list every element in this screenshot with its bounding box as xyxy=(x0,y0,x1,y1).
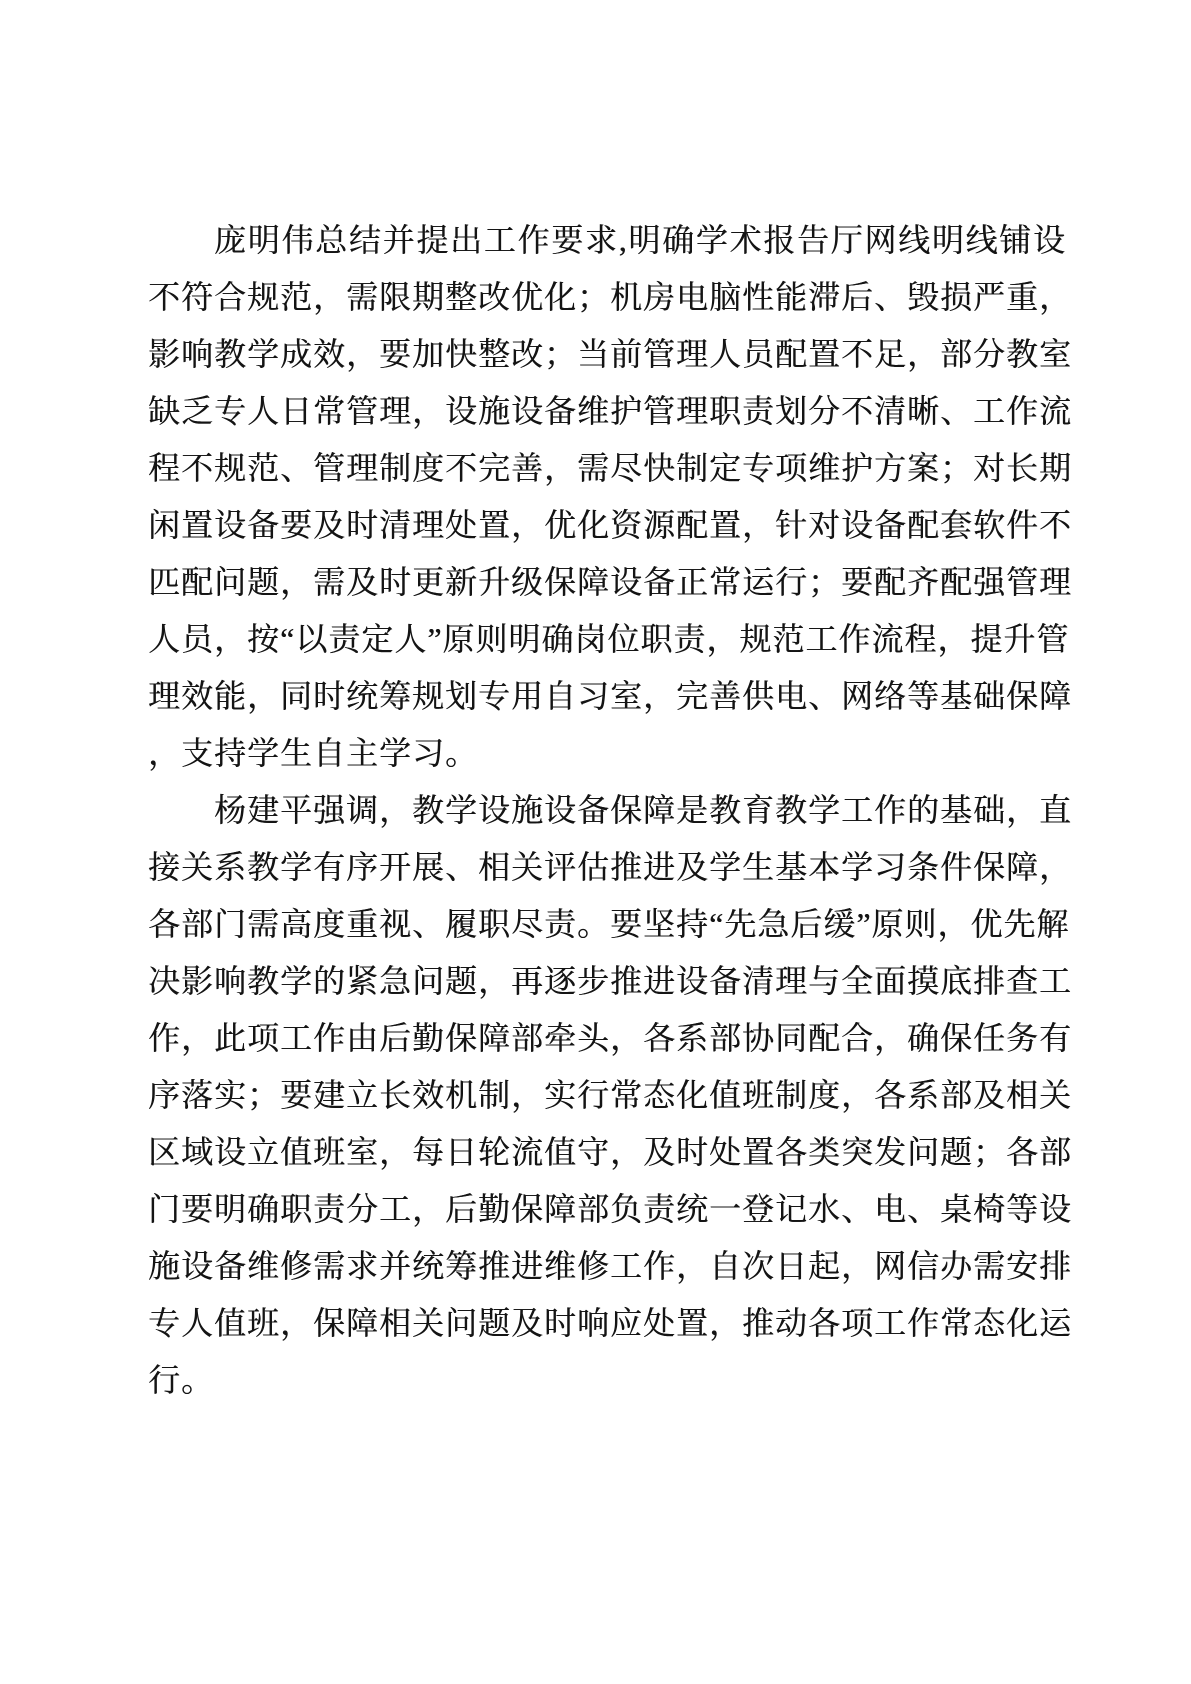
text-line: 行。 xyxy=(148,1362,215,1398)
text-line: 施设备维修需求并统筹推进维修工作，自次日起，网信办需安排 xyxy=(148,1248,1073,1284)
text-line: 接关系教学有序开展、相关评估推进及学生基本学习条件保障， xyxy=(148,849,1073,885)
text-line: 庞明伟总结并提出工作要求,明确学术报告厅网线明线铺设 xyxy=(214,222,1066,258)
text-line: 理效能，同时统筹规划专用自习室，完善供电、网络等基础保障 xyxy=(148,678,1073,714)
text-line: 不符合规范，需限期整改优化；机房电脑性能滞后、毁损严重， xyxy=(148,279,1073,315)
text-line: 专人值班，保障相关问题及时响应处置，推动各项工作常态化运 xyxy=(148,1305,1073,1341)
text-line: ，支持学生自主学习。 xyxy=(148,735,479,771)
text-line: 作，此项工作由后勤保障部牵头，各系部协同配合，确保任务有 xyxy=(148,1020,1073,1056)
text-line: 各部门需高度重视、履职尽责。要坚持“先急后缓”原则，优先解 xyxy=(148,906,1070,942)
text-line: 决影响教学的紧急问题，再逐步推进设备清理与全面摸底排查工 xyxy=(148,963,1073,999)
text-line: 匹配问题，需及时更新升级保障设备正常运行；要配齐配强管理 xyxy=(148,564,1073,600)
text-line: 程不规范、管理制度不完善，需尽快制定专项维护方案；对长期 xyxy=(148,450,1073,486)
text-line: 杨建平强调，教学设施设备保障是教育教学工作的基础，直 xyxy=(214,792,1073,828)
paragraph-1 xyxy=(148,212,1073,782)
text-line: 门要明确职责分工，后勤保障部负责统一登记水、电、桌椅等设 xyxy=(148,1191,1073,1227)
paragraph-2 xyxy=(148,782,1073,1409)
text-line: 缺乏专人日常管理，设施设备维护管理职责划分不清晰、工作流 xyxy=(148,393,1073,429)
text-line: 影响教学成效，要加快整改；当前管理人员配置不足，部分教室 xyxy=(148,336,1073,372)
text-line: 人员，按“以责定人”原则明确岗位职责，规范工作流程，提升管 xyxy=(148,621,1070,657)
text-line: 区域设立值班室，每日轮流值守，及时处置各类突发问题；各部 xyxy=(148,1134,1073,1170)
document-text-block xyxy=(148,212,1073,1409)
text-line: 闲置设备要及时清理处置，优化资源配置，针对设备配套软件不 xyxy=(148,507,1073,543)
text-line: 序落实；要建立长效机制，实行常态化值班制度，各系部及相关 xyxy=(148,1077,1073,1113)
